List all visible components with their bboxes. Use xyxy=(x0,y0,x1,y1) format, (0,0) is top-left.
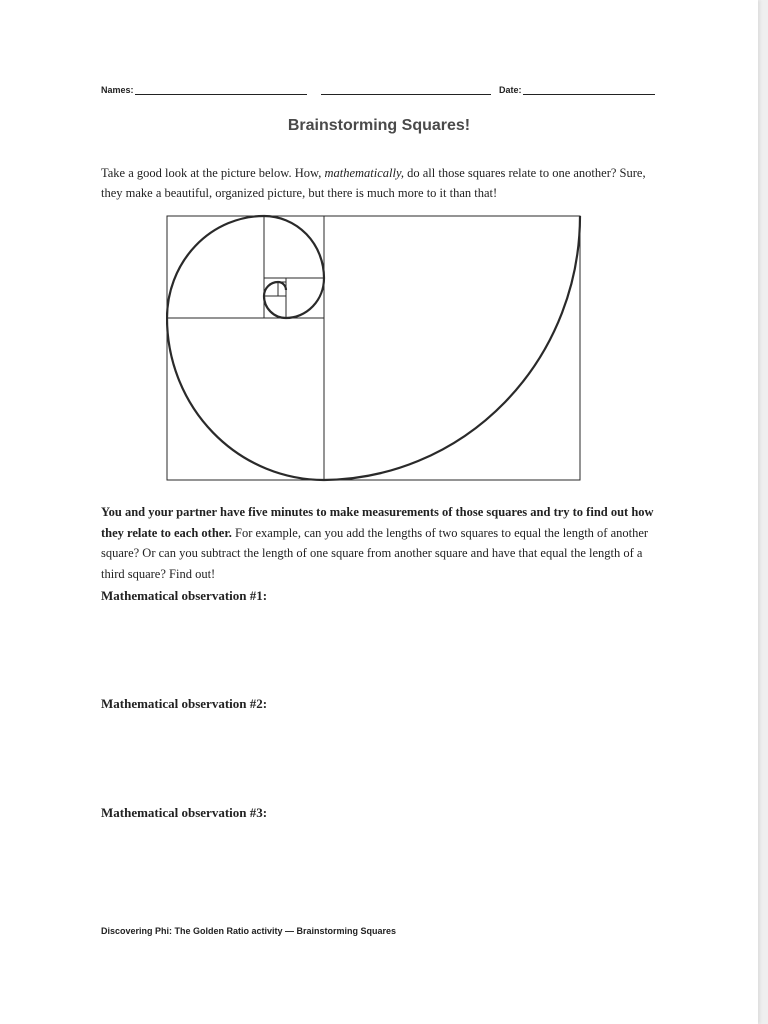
golden-spiral xyxy=(167,216,580,480)
instructions-text: For example, can you add the lengths of two squares to equal the length of another square? Or can you subtract the length of one square from another square and have that equal the length of a third square? Find out! xyxy=(101,525,649,581)
intro-text-1: Take a good look at the picture below. How, xyxy=(101,166,325,180)
outer-rectangle xyxy=(167,216,580,480)
observation-1-label: Mathematical observation #1: xyxy=(101,588,268,603)
page-title: Brainstorming Squares! xyxy=(287,117,471,134)
intro-emphasis: mathematically, xyxy=(324,166,404,180)
header-row xyxy=(101,82,661,98)
instructions-paragraph xyxy=(101,502,661,584)
intro-paragraph xyxy=(101,163,661,203)
instructions-bold: You and your partner have five minutes to make measurements of those squares and try to find out how they relate to each other. xyxy=(101,505,654,540)
names-label: Names: xyxy=(101,85,134,95)
observation-3-label: Mathematical observation #3: xyxy=(101,805,268,820)
intro-text-2: do all those squares relate to one another? Sure, they make a beautiful, organized picture, but there is much more to it than that! xyxy=(101,166,646,200)
date-line[interactable] xyxy=(523,82,655,95)
names-line-1[interactable] xyxy=(135,82,307,95)
golden-spiral-figure xyxy=(166,214,582,482)
observation-2-label: Mathematical observation #2: xyxy=(101,696,268,711)
footer-text: Discovering Phi: The Golden Ratio activity — Brainstorming Squares xyxy=(101,926,397,936)
date-label: Date: xyxy=(499,85,522,95)
names-line-2[interactable] xyxy=(321,82,491,95)
